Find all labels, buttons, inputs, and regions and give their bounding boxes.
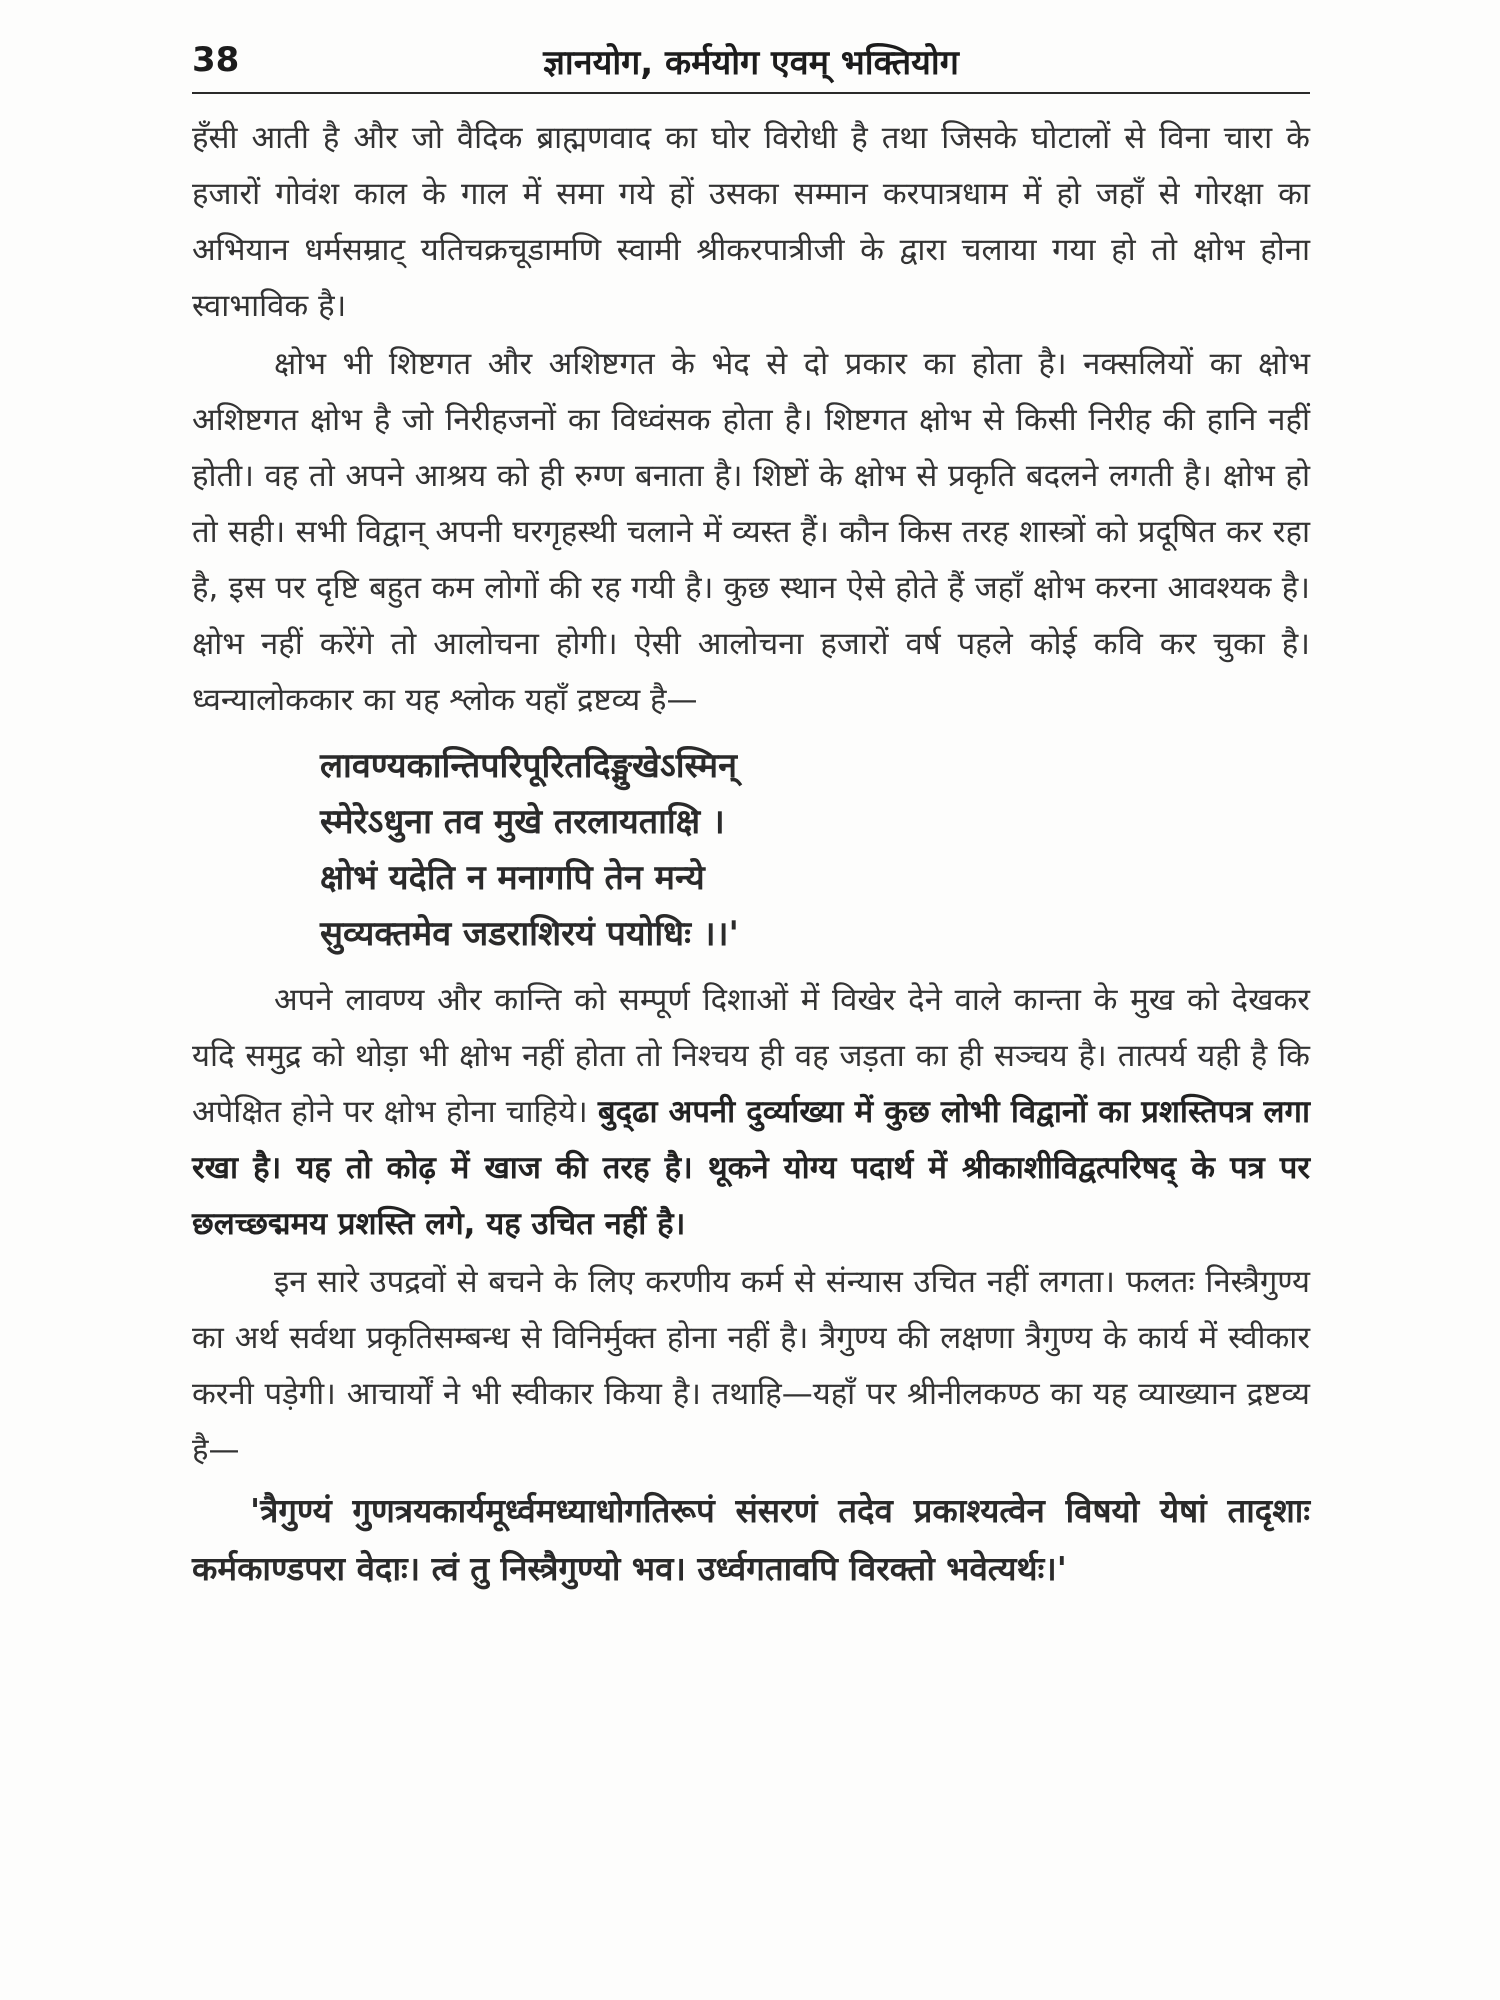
verse-line-2: स्मेरेऽधुना तव मुखे तरलायताक्षि । xyxy=(320,802,725,842)
paragraph-2: क्षोभ भी शिष्टगत और अशिष्टगत के भेद से दो प्रकार का होता है। नक्सलियों का क्षोभ अशिष्टगत क्षोभ है जो निरीहजनों का विध्वंसक होता है। शिष्टगत क्षोभ से किसी निरीह की हानि नहीं होती। वह तो अपने आश्रय को ही रुग्ण बनाता है। शिष्टों के क्षोभ से प्रकृति बदलने लगती है। क्षोभ हो तो सही। सभी विद्वान् अपनी घरगृहस्थी चलाने में व्यस्त हैं। कौन किस तरह शास्त्रों को प्रदूषित कर रहा है, इस पर दृष्टि बहुत कम लोगों की रह गयी है। कुछ स्थान ऐसे होते हैं जहाँ क्षोभ करना आवश्यक है। क्षोभ नहीं करेंगे तो आलोचना होगी। ऐसी आलोचना हजारों वर्ष पहले कोई कवि कर चुका है। ध्वन्यालोककार का यह श्लोक यहाँ द्रष्टव्य है— xyxy=(192,346,1310,718)
paragraph-3-text: अपने लावण्य और कान्ति को सम्पूर्ण दिशाओं में विखेर देने वाले कान्ता के मुख को देखकर यदि समुद्र को थोड़ा भी क्षोभ नहीं होता तो निश्चय ही वह जड़ता का ही सञ्चय है। तात्पर्य यही है कि अपेक्षित होने पर क्षोभ होना चाहिये। xyxy=(192,982,1310,1130)
page-number: 38 xyxy=(192,40,240,80)
header-rule xyxy=(192,92,1310,94)
page-body xyxy=(192,110,1310,1598)
paragraph-4: इन सारे उपद्रवों से बचने के लिए करणीय कर्म से संन्यास उचित नहीं लगता। फलतः निस्त्रैगुण्य का अर्थ सर्वथा प्रकृतिसम्बन्ध से विनिर्मुक्त होना नहीं है। त्रैगुण्य की लक्षणा त्रैगुण्य के कार्य में स्वीकार करनी पड़ेगी। आचार्यों ने भी स्वीकार किया है। तथाहि—यहाँ पर श्रीनीलकण्ठ का यह व्याख्यान द्रष्टव्य है— xyxy=(192,1264,1310,1468)
sanskrit-verse xyxy=(320,738,1310,962)
paragraph-1: हँसी आती है और जो वैदिक ब्राह्मणवाद का घोर विरोधी है तथा जिसके घोटालों से विना चारा के हजारों गोवंश काल के गाल में समा गये हों उसका सम्मान करपात्रधाम में हो जहाँ से गोरक्षा का अभियान धर्मसम्राट् यतिचक्रचूडामणि स्वामी श्रीकरपात्रीजी के द्वारा चलाया गया हो तो क्षोभ होना स्वाभाविक है। xyxy=(192,120,1310,324)
verse-line-3: क्षोभं यदेति न मनागपि तेन मन्ये xyxy=(320,858,705,898)
verse-line-4: सुव्यक्तमेव जडराशिरयं पयोधिः ।।' xyxy=(320,914,739,954)
paragraph-3-bold-text: बुद्ढा अपनी दुर्व्याख्या में कुछ लोभी विद्वानों का प्रशस्तिपत्र लगा रखा है। यह तो कोढ़ में खाज की तरह है। थूकने योग्य पदार्थ में श्रीकाशीविद्वत्परिषद् के पत्र पर छलच्छद्ममय प्रशस्ति लगे, यह उचित नहीं है। xyxy=(192,1094,1310,1242)
paragraph-3 xyxy=(192,972,1310,1252)
page-header xyxy=(192,30,1310,92)
commentary-quote: 'त्रैगुण्यं गुणत्रयकार्यमूर्ध्वमध्याधोगतिरूपं संसरणं तदेव प्रकाश्यत्वेन विषयो येषां तादृशाः कर्मकाण्डपरा वेदाः। त्वं तु निस्त्रैगुण्यो भव। उर्ध्वगतावपि विरक्तो भवेत्यर्थः।' xyxy=(192,1491,1310,1588)
running-title: ज्ञानयोग, कर्मयोग एवम् भक्तियोग xyxy=(543,43,959,83)
verse-line-1: लावण्यकान्तिपरिपूरितदिङ्मुखेऽस्मिन् xyxy=(320,746,737,786)
